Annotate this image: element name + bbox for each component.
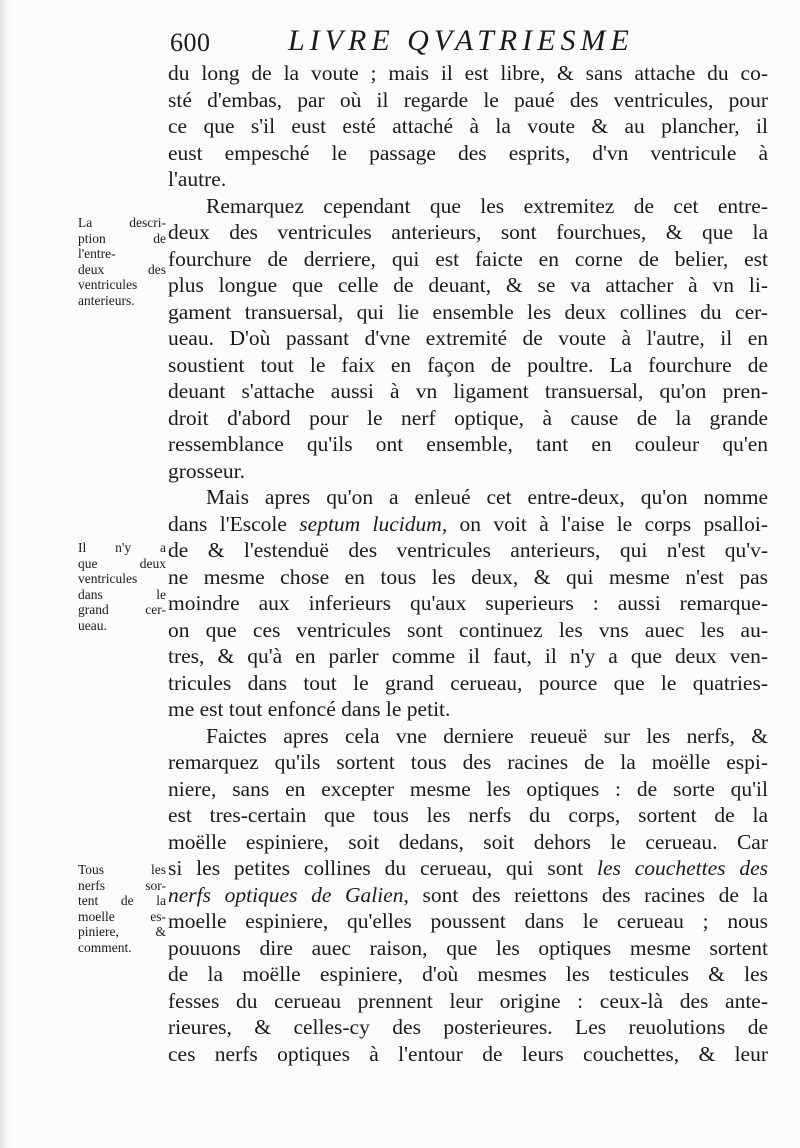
margin-note-line: Il n'y a <box>78 540 166 555</box>
running-head: LIVRE QVATRIESME <box>288 24 634 57</box>
margin-note-line: Tous les <box>78 862 166 877</box>
text-line-with-italic <box>168 511 768 538</box>
margin-note-line: nerfs sor- <box>78 877 166 893</box>
margin-note-line: anterieurs. <box>78 292 135 308</box>
margin-note-line: grand cer- <box>78 602 166 617</box>
text-line: est tres-certain que tous les nerfs du corps, sortent de la <box>168 803 768 827</box>
margin-note-line: ption de <box>78 230 166 246</box>
text-line: du long de la voute ; mais il est libre, & sans attache du co- <box>168 61 768 85</box>
text-line: deux des ventricules anterieurs, sont fourchues, & que la <box>168 220 768 244</box>
text-line: remarquez qu'ils sortent tous des racines de la moëlle espi- <box>168 750 768 774</box>
margin-note-line: moelle es- <box>78 908 166 924</box>
text-line: tricules dans tout le grand cerueau, pource que le quatries- <box>168 670 768 695</box>
text-line: l'autre. <box>168 167 227 191</box>
italic-term: nerfs optiques de Galien <box>168 882 404 907</box>
text-line: moindre aux inferieurs qu'aux superieurs : aussi remarque- <box>168 591 768 615</box>
margin-note-line: l'entre- <box>78 246 116 261</box>
text-line: ne mesme chose en tous les deux, & qui mesme n'est pas <box>168 564 768 589</box>
body-text <box>168 60 768 1067</box>
text-line: fesses du cerueau prennent leur origine : ceux-là des ante- <box>168 988 768 1013</box>
margin-note-line: dans le <box>78 586 166 602</box>
text-line: deuant s'attache aussi à vn ligament transuersal, qu'on pren- <box>168 379 768 403</box>
text-line: tres, & qu'à en parler comme il faut, il n'y a que deux ven- <box>168 644 768 668</box>
text-span: , sont des reiettons des racines de la <box>403 882 768 907</box>
text-line: pouuons dire auec raison, que les optiques mesme sortent <box>168 935 768 960</box>
text-line: moelle espiniere, qu'elles poussent dans le cerueau ; nous <box>168 909 768 933</box>
page-number: 600 <box>170 28 211 57</box>
margin-note-line: ventricules <box>78 277 138 292</box>
text-line: plus longue que celle de deuant, & se va attacher à vn li- <box>168 273 768 297</box>
text-line: grosseur. <box>168 458 246 483</box>
margin-note-line: ventricules <box>78 571 138 586</box>
text-line: ce que s'il eust esté attaché à la voute & au plancher, il <box>168 114 768 138</box>
text-line-with-italic <box>168 855 768 882</box>
text-line: sté d'embas, par où il regarde le paué des ventricules, pour <box>168 87 768 112</box>
text-line: ressemblance qu'ils ont ensemble, tant en couleur qu'en <box>168 432 768 456</box>
text-line: on que ces ventricules sont continuez les vns auec les au- <box>168 617 768 642</box>
text-line: me est tout enfoncé dans le petit. <box>168 697 451 721</box>
text-line: niere, sans en excepter mesme les optiques : de sorte qu'il <box>168 776 768 801</box>
margin-note <box>78 862 166 955</box>
italic-term: les couchettes des <box>597 856 768 880</box>
text-line: soustient tout le faix en façon de poultre. La fourchure de <box>168 352 768 377</box>
text-line: gament transuersal, qui lie ensemble les deux collines du cer- <box>168 299 768 324</box>
text-line: ueau. D'où passant d'vne extremité de voute à l'autre, il en <box>168 326 768 350</box>
margin-note-line: tent de la <box>78 893 166 908</box>
text-line-with-italic <box>168 882 768 909</box>
margin-note-line: piniere, & <box>78 924 166 939</box>
page-edge-shadow <box>0 0 10 1148</box>
text-span: si les petites collines du cerueau, qui sont <box>168 856 598 880</box>
margin-note <box>78 215 166 308</box>
text-line: ces nerfs optiques à l'entour de leurs couchettes, & leur <box>168 1041 768 1066</box>
text-span: dans l'Escole <box>168 511 300 536</box>
text-line: eust empesché le passage des esprits, d'vn ventricule à <box>168 140 768 165</box>
italic-term: septum lucidum <box>299 511 442 536</box>
text-line: Remarquez cependant que les extremitez de cet entre- <box>206 193 768 218</box>
margin-note-line: comment. <box>78 939 132 955</box>
text-line: fourchure de derriere, qui est faicte en corne de belier, est <box>168 246 768 271</box>
margin-note-line: ueau. <box>78 617 107 633</box>
text-line: rieures, & celles-cy des posterieures. Les reuolutions de <box>168 1015 768 1039</box>
margin-note-line: deux des <box>78 261 166 277</box>
margin-note-line: La descri- <box>78 215 166 230</box>
text-line: de la moëlle espiniere, d'où mesmes les testicules & les <box>168 962 768 986</box>
text-line: droit d'abord pour le nerf optique, à cause de la grande <box>168 405 768 430</box>
text-line: de & l'estenduë des ventricules anterieurs, qui n'est qu'v- <box>168 538 768 562</box>
text-line: moëlle espiniere, soit dedans, soit dehors le cerueau. Car <box>168 829 768 854</box>
text-span: , on voit à l'aise le corps psalloi- <box>441 511 768 536</box>
text-line: Mais apres qu'on a enleué cet entre-deux, qu'on nomme <box>206 485 768 509</box>
margin-note <box>78 540 166 633</box>
text-line: Faictes apres cela vne derniere reueuë sur les nerfs, & <box>206 723 768 748</box>
margin-note-line: que deux <box>78 555 166 571</box>
